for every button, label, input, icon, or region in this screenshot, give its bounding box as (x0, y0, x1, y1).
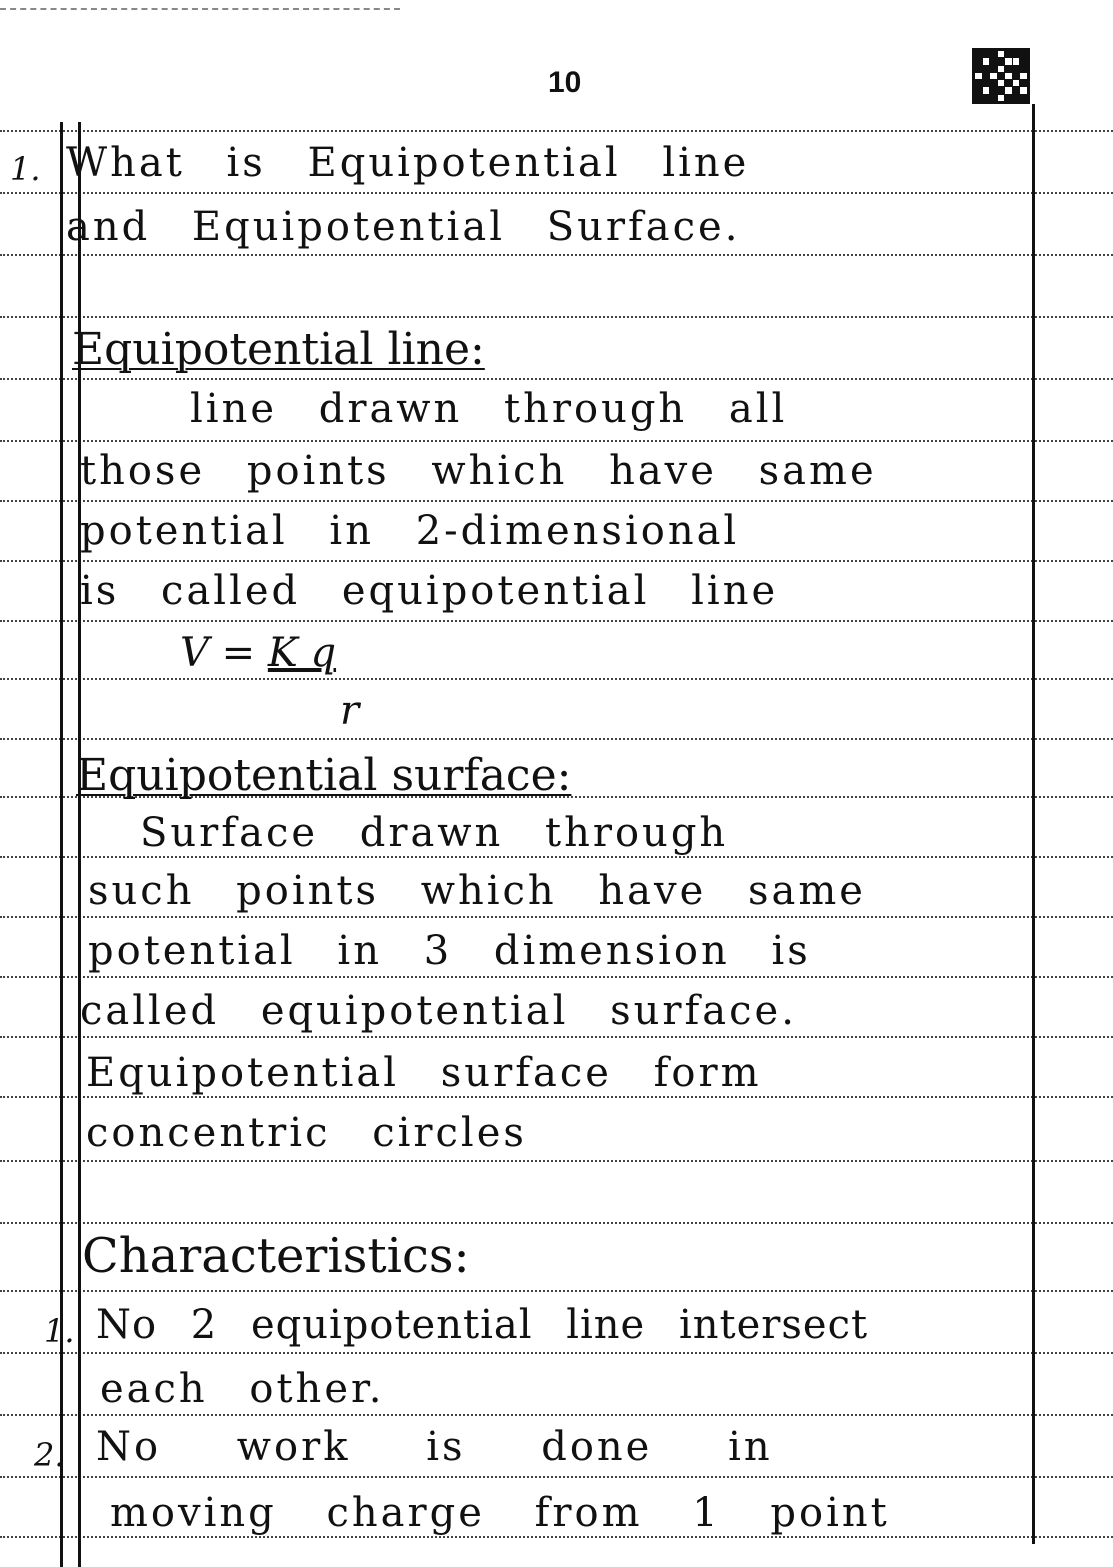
top-dashed-edge (0, 8, 400, 10)
list-marker: 1. (44, 1312, 75, 1350)
ruled-line (0, 316, 1113, 318)
body-line: Surface drawn through (140, 810, 729, 856)
ruled-line (0, 1036, 1113, 1038)
body-line: is called equipotential line (80, 568, 779, 614)
list-item-line: each other. (100, 1366, 385, 1412)
qr-code (972, 48, 1030, 104)
formula-lhs: V = (180, 630, 268, 676)
formula (180, 630, 336, 676)
ruled-line (0, 738, 1113, 740)
ruled-line (0, 1476, 1113, 1478)
ruled-line (0, 856, 1113, 858)
ruled-line (0, 378, 1113, 380)
ruled-line (0, 130, 1113, 132)
page-number: 10 (548, 66, 582, 99)
ruled-line (0, 440, 1113, 442)
formula-numerator: K q (267, 630, 337, 676)
ruled-line (0, 620, 1113, 622)
question-line: What is Equipotential line (66, 140, 750, 186)
list-marker: 2. (34, 1436, 65, 1474)
ruled-line (0, 678, 1113, 680)
ruled-line (0, 1096, 1113, 1098)
body-line: concentric circles (86, 1110, 527, 1156)
ruled-line (0, 500, 1113, 502)
ruled-line (0, 560, 1113, 562)
ruled-line (0, 1290, 1113, 1292)
body-line: potential in 3 dimension is (88, 928, 811, 974)
section-heading-surface: Equipotential surface: (76, 750, 572, 801)
list-item-line: No 2 equipotential line intersect (96, 1302, 869, 1348)
question-number: 1. (10, 150, 41, 188)
ruled-line (0, 976, 1113, 978)
formula-denominator: r (340, 688, 360, 734)
list-item-line: moving charge from 1 point (110, 1490, 890, 1536)
list-item-line: No work is done in (96, 1424, 773, 1470)
body-line: potential in 2-dimensional (80, 508, 740, 554)
body-line: called equipotential surface. (80, 988, 797, 1034)
right-margin-line (1032, 104, 1035, 1544)
left-margin-line (60, 122, 63, 1567)
question-line: and Equipotential Surface. (66, 204, 741, 250)
ruled-line (0, 1352, 1113, 1354)
ruled-line (0, 1222, 1113, 1224)
ruled-line (0, 1160, 1113, 1162)
ruled-line (0, 254, 1113, 256)
ruled-line (0, 192, 1113, 194)
body-line: line drawn through all (190, 386, 788, 432)
body-line: Equipotential surface form (86, 1050, 762, 1096)
body-line: such points which have same (88, 868, 866, 914)
section-heading-line: Equipotential line: (72, 324, 485, 375)
ruled-line (0, 1414, 1113, 1416)
section-heading-characteristics: Characteristics: (82, 1228, 470, 1284)
ruled-line (0, 916, 1113, 918)
ruled-line (0, 1536, 1113, 1538)
body-line: those points which have same (80, 448, 877, 494)
